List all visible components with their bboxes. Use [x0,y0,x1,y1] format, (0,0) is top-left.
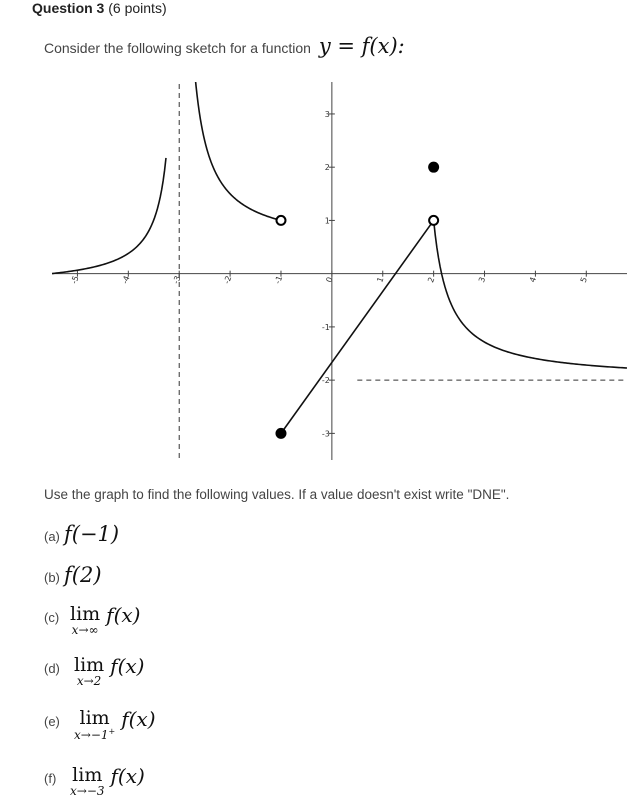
x-tick-label: -5 [69,274,81,286]
part-e-expr-text: f(x) [121,707,156,731]
question-points: (6 points) [108,0,167,16]
part-f-limit [70,766,105,798]
y-tick-label: -1 [321,322,330,332]
part-f-expression [111,766,145,786]
part-c-lim-sub: x→∞ [71,623,99,637]
part-b [44,565,102,586]
part-d-lim-sub: x→2 [76,674,102,688]
question-header [32,0,167,16]
x-tick-label: -1 [273,274,285,286]
curves [52,82,627,433]
prompt-text: Consider the following sketch for a function [44,40,311,56]
y-tick-label: -2 [321,376,330,386]
prompt-equation: y = f(x): [318,34,405,58]
x-tick-label: -3 [171,274,183,286]
part-e-expression [121,709,155,729]
part-b-label: (b) [44,570,60,585]
part-e-limit [74,709,115,742]
x-tick-label: 5 [578,275,590,284]
part-d-expression [110,656,144,676]
part-e-lim-sup: + [108,727,116,736]
x-tick-label: 1 [375,275,386,284]
x-tick-label: 2 [426,275,437,284]
part-a-expr-text: f(−1) [64,522,120,546]
part-d-label: (d) [44,661,60,676]
part-c-lim-word: lim [70,603,101,625]
x-tick-labels [69,275,589,286]
part-b-expression [64,565,102,586]
x-tick-label: 3 [477,275,488,284]
part-c-limit [70,605,100,637]
function-graph [52,82,627,460]
points [275,162,439,439]
part-f-label: (f) [44,771,57,786]
part-c-expression [106,605,140,625]
closed-point [275,428,286,439]
open-point [276,216,285,225]
left-branch-curve [52,158,166,274]
part-d-lim-word: lim [74,654,105,676]
part-f-expr-text: f(x) [110,764,145,788]
part-c-label: (c) [44,610,60,625]
x-tick-label: 0 [324,275,335,284]
part-d [44,656,144,688]
part-f-lim-word: lim [72,764,103,786]
part-e-lim-sub-text: x→−1 [74,728,109,742]
part-e-lim-word: lim [79,707,110,729]
part-f [44,766,145,798]
part-a-expression [64,524,119,545]
closed-point [428,162,439,173]
asymptote-guides [179,84,625,458]
part-b-expr-text: f(2) [64,563,102,587]
part-d-expr-text: f(x) [110,654,145,678]
part-d-limit [74,656,104,688]
part-e [44,709,156,742]
y-tick-label: -3 [321,429,330,439]
part-f-lim-sub: x→−3 [70,784,105,798]
y-tick-label: 3 [324,109,330,119]
x-tick-label: -2 [222,274,234,286]
right-branch-curve [434,220,627,368]
linear-segment [281,220,437,433]
y-tick-labels [322,110,330,438]
x-tick-label: -4 [120,274,132,286]
x-tick-label: 4 [527,275,539,284]
middle-branch-curve [195,82,281,220]
part-a-label: (a) [44,529,60,544]
axes [52,82,627,460]
part-c [44,605,140,637]
part-a [44,524,119,545]
part-e-label: (e) [44,714,60,729]
y-tick-label: 1 [324,216,330,226]
y-tick-label: 2 [324,163,330,173]
question-prompt [44,34,405,58]
instructions-text: Use the graph to find the following values. If a value doesn't exist write "DNE". [44,487,510,502]
open-point [429,216,438,225]
part-c-expr-text: f(x) [106,603,141,627]
part-e-lim-sub [74,728,115,742]
question-label: Question 3 [32,0,105,16]
